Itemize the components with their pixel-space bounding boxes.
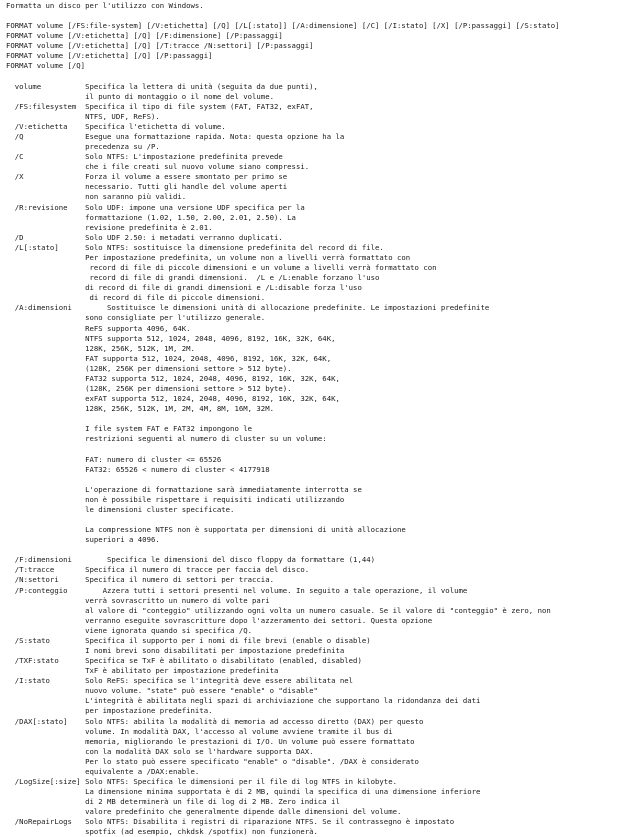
console-line: memoria, migliorando le prestazioni di I/O. Un volume può essere formattato <box>6 736 415 746</box>
console-line: La dimensione minima supportata è di 2 MB, quindi la specifica di una dimensione inferiore <box>6 787 481 797</box>
console-line: /P:conteggio Azzera tutti i settori presenti nel volume. In seguito a tale operazione, il volume <box>6 585 468 595</box>
console-line: Formatta un disco per l'utilizzo con Windows. <box>6 1 204 10</box>
console-line: viene ignorata quando si specifica /Q. <box>6 625 253 635</box>
console-line <box>6 475 636 485</box>
console-line: spotfix (ad esempio, chkdsk /spotfix) non funzionerà. <box>6 827 318 837</box>
console-line: verranno eseguite sovrascritture dopo l'azzeramento dei settori. Questa opzione <box>6 615 433 625</box>
console-line: /Q Esegue una formattazione rapida. Nota: questa opzione ha la <box>6 132 345 142</box>
console-line: I nomi brevi sono disabilitati per impostazione predefinita <box>6 646 345 655</box>
console-line: necessario. Tutti gli handle del volume aperti <box>6 182 288 192</box>
console-line: precedenza su /P. <box>6 142 160 152</box>
console-line: (128K, 256K per dimensioni settore > 512 byte). <box>6 383 292 393</box>
console-line: non è possibile rispettare i requisiti indicati utilizzando <box>6 494 345 504</box>
console-line: L'integrità è abilitata negli spazi di archiviazione che supportano la ridondanza dei dati <box>6 696 481 706</box>
console-line: FAT: numero di cluster <= 65526 <box>6 454 222 464</box>
console-line <box>6 545 636 555</box>
console-line <box>6 11 636 21</box>
console-line: non saranno più validi. <box>6 192 187 202</box>
console-line: La compressione NTFS non è supportata per dimensioni di unità allocazione <box>6 525 406 535</box>
console-line: FORMAT volume [/V:etichetta] [/Q] [/F:dimensione] [/P:passaggi] <box>6 31 283 41</box>
console-line: equivalente a /DAX:enable. <box>6 766 200 776</box>
console-line: FAT32 supporta 512, 1024, 2048, 4096, 8192, 16K, 32K, 64K, <box>6 373 340 383</box>
console-line: (128K, 256K per dimensioni settore > 512 byte). <box>6 363 292 373</box>
console-line: nuovo volume. "state" può essere "enable" o "disable" <box>6 686 318 696</box>
console-line: restrizioni seguenti al numero di cluster su un volume: <box>6 434 327 444</box>
console-line: Per lo stato può essere specificato "enable" o "disable". /DAX è considerato <box>6 756 419 766</box>
console-line <box>6 444 636 454</box>
console-line: al valore di "conteggio" utilizzando ogni volta un numero casuale. Se il valore di "conteggio" è zero, non <box>6 605 551 615</box>
console-line: exFAT supporta 512, 1024, 2048, 4096, 8192, 16K, 32K, 64K, <box>6 394 340 404</box>
console-line: /T:tracce Specifica il numero di tracce per faccia del disco. <box>6 565 310 575</box>
console-line: 128K, 256K, 512K, 1M, 2M, 4M, 8M, 16M, 32M. <box>6 404 274 414</box>
console-line: /N:settori Specifica il numero di settori per traccia. <box>6 575 274 585</box>
console-line: di record di file di grandi dimensioni e /L:disable forza l'uso <box>6 283 362 293</box>
console-line: di 2 MB determinerà un file di log di 2 MB. Zero indica il <box>6 797 340 807</box>
console-line: /I:stato Solo ReFS: specifica se l'integrità deve essere abilitata nel <box>6 676 354 686</box>
console-line <box>6 72 636 82</box>
console-line: formattazione (1.02, 1.50, 2.00, 2.01, 2.50). La <box>6 212 296 222</box>
console-line: TxF è abilitato per impostazione predefinita <box>6 666 279 676</box>
console-line: /FS:filesystem Specifica il tipo di file system (FAT, FAT32, exFAT, <box>6 101 314 111</box>
console-line: record di file di piccole dimensioni e un volume a livelli verrà formattato con <box>6 263 437 273</box>
console-line: L'operazione di formattazione sarà immediatamente interrotta se <box>6 484 362 494</box>
console-line: FORMAT volume [/V:etichetta] [/Q] [/P:passaggi] <box>6 51 213 61</box>
console-line: FORMAT volume [/FS:file-system] [/V:etichetta] [/Q] [/L[:stato]] [/A:dimensione] [/C] [/I:stato] [/X] [/P:passaggi] [/S:stato] <box>6 21 560 31</box>
console-line: volume. In modalità DAX, l'accesso al volume avviene tramite il bus di <box>6 726 393 736</box>
console-line: NTFS supporta 512, 1024, 2048, 4096, 8192, 16K, 32K, 64K, <box>6 333 336 343</box>
console-line: FAT32: 65526 < numero di cluster < 4177918 <box>6 464 270 474</box>
console-line: le dimensioni cluster specificate. <box>6 504 235 514</box>
console-line: volume Specifica la lettera di unità (seguita da due punti), <box>6 81 318 91</box>
console-line: record di file di grandi dimensioni. /L e /L:enable forzano l'uso <box>6 273 380 283</box>
console-line: che i file creati sul nuovo volume siano compressi. <box>6 162 310 172</box>
console-line: /A:dimensioni Sostituisce le dimensioni unità di allocazione predefinite. Le impostazioni predefinite <box>6 303 490 313</box>
console-line: revisione predefinita è 2.01. <box>6 222 213 232</box>
console-line: /NoRepairLogs Solo NTFS: Disabilita i registri di riparazione NTFS. Se il contrassegno è impostato <box>6 817 455 827</box>
console-line: verrà sovrascritto un numero di volte pari <box>6 595 270 605</box>
console-line: /C Solo NTFS: L'impostazione predefinita prevede <box>6 152 283 162</box>
console-line: valore predefinito che generalmente dipende dalle dimensioni del volume. <box>6 807 402 817</box>
console-line: /L[:stato] Solo NTFS: sostituisce la dimensione predefinita del record di file. <box>6 242 384 252</box>
console-line: /F:dimensioni Specifica le dimensioni del disco floppy da formattare (1,44) <box>6 555 376 565</box>
console-line: I file system FAT e FAT32 impongono le <box>6 424 253 434</box>
console-line: /DAX[:stato] Solo NTFS: abilita la modalità di memoria ad accesso diretto (DAX) per questo <box>6 716 424 726</box>
console-line: sono consigliate per l'utilizzo generale. <box>6 313 266 323</box>
console-line: /R:revisione Solo UDF: impone una versione UDF specifica per la <box>6 202 305 212</box>
console-line: /LogSize[:size] Solo NTFS: Specifica le dimensioni per il file di log NTFS in kilobyte. <box>6 777 397 787</box>
console-line: 128K, 256K, 512K, 1M, 2M. <box>6 343 195 353</box>
console-line: di record di file di piccole dimensioni. <box>6 293 266 303</box>
console-line: /TXF:stato Specifica se TxF è abilitato o disabilitato (enabled, disabled) <box>6 656 362 666</box>
console-line: superiori a 4096. <box>6 535 160 545</box>
console-line: NTFS, UDF, ReFS). <box>6 111 160 121</box>
console-line: /D Solo UDF 2.50: i metadati verranno duplicati. <box>6 232 283 242</box>
console-line: Per impostazione predefinita, un volume non a livelli verrà formattato con <box>6 252 411 262</box>
console-line: con la modalità DAX solo se l'hardware supporta DAX. <box>6 746 314 756</box>
console-line <box>6 515 636 525</box>
console-line: /X Forza il volume a essere smontato per primo se <box>6 172 288 182</box>
console-line: /S:stato Specifica il supporto per i nomi di file brevi (enable o disable) <box>6 635 371 645</box>
console-line: ReFS supporta 4096, 64K. <box>6 323 191 333</box>
console-line: FAT supporta 512, 1024, 2048, 4096, 8192, 16K, 32K, 64K, <box>6 353 332 363</box>
console-line: il punto di montaggio o il nome del volume. <box>6 91 274 101</box>
console-line: FORMAT volume [/Q] <box>6 61 86 71</box>
console-line: /V:etichetta Specifica l'etichetta di volume. <box>6 121 226 131</box>
console-line <box>6 414 636 424</box>
console-line: per impostazione predefinita. <box>6 706 213 716</box>
console-line: FORMAT volume [/V:etichetta] [/Q] [/T:tracce /N:settori] [/P:passaggi] <box>6 41 314 51</box>
